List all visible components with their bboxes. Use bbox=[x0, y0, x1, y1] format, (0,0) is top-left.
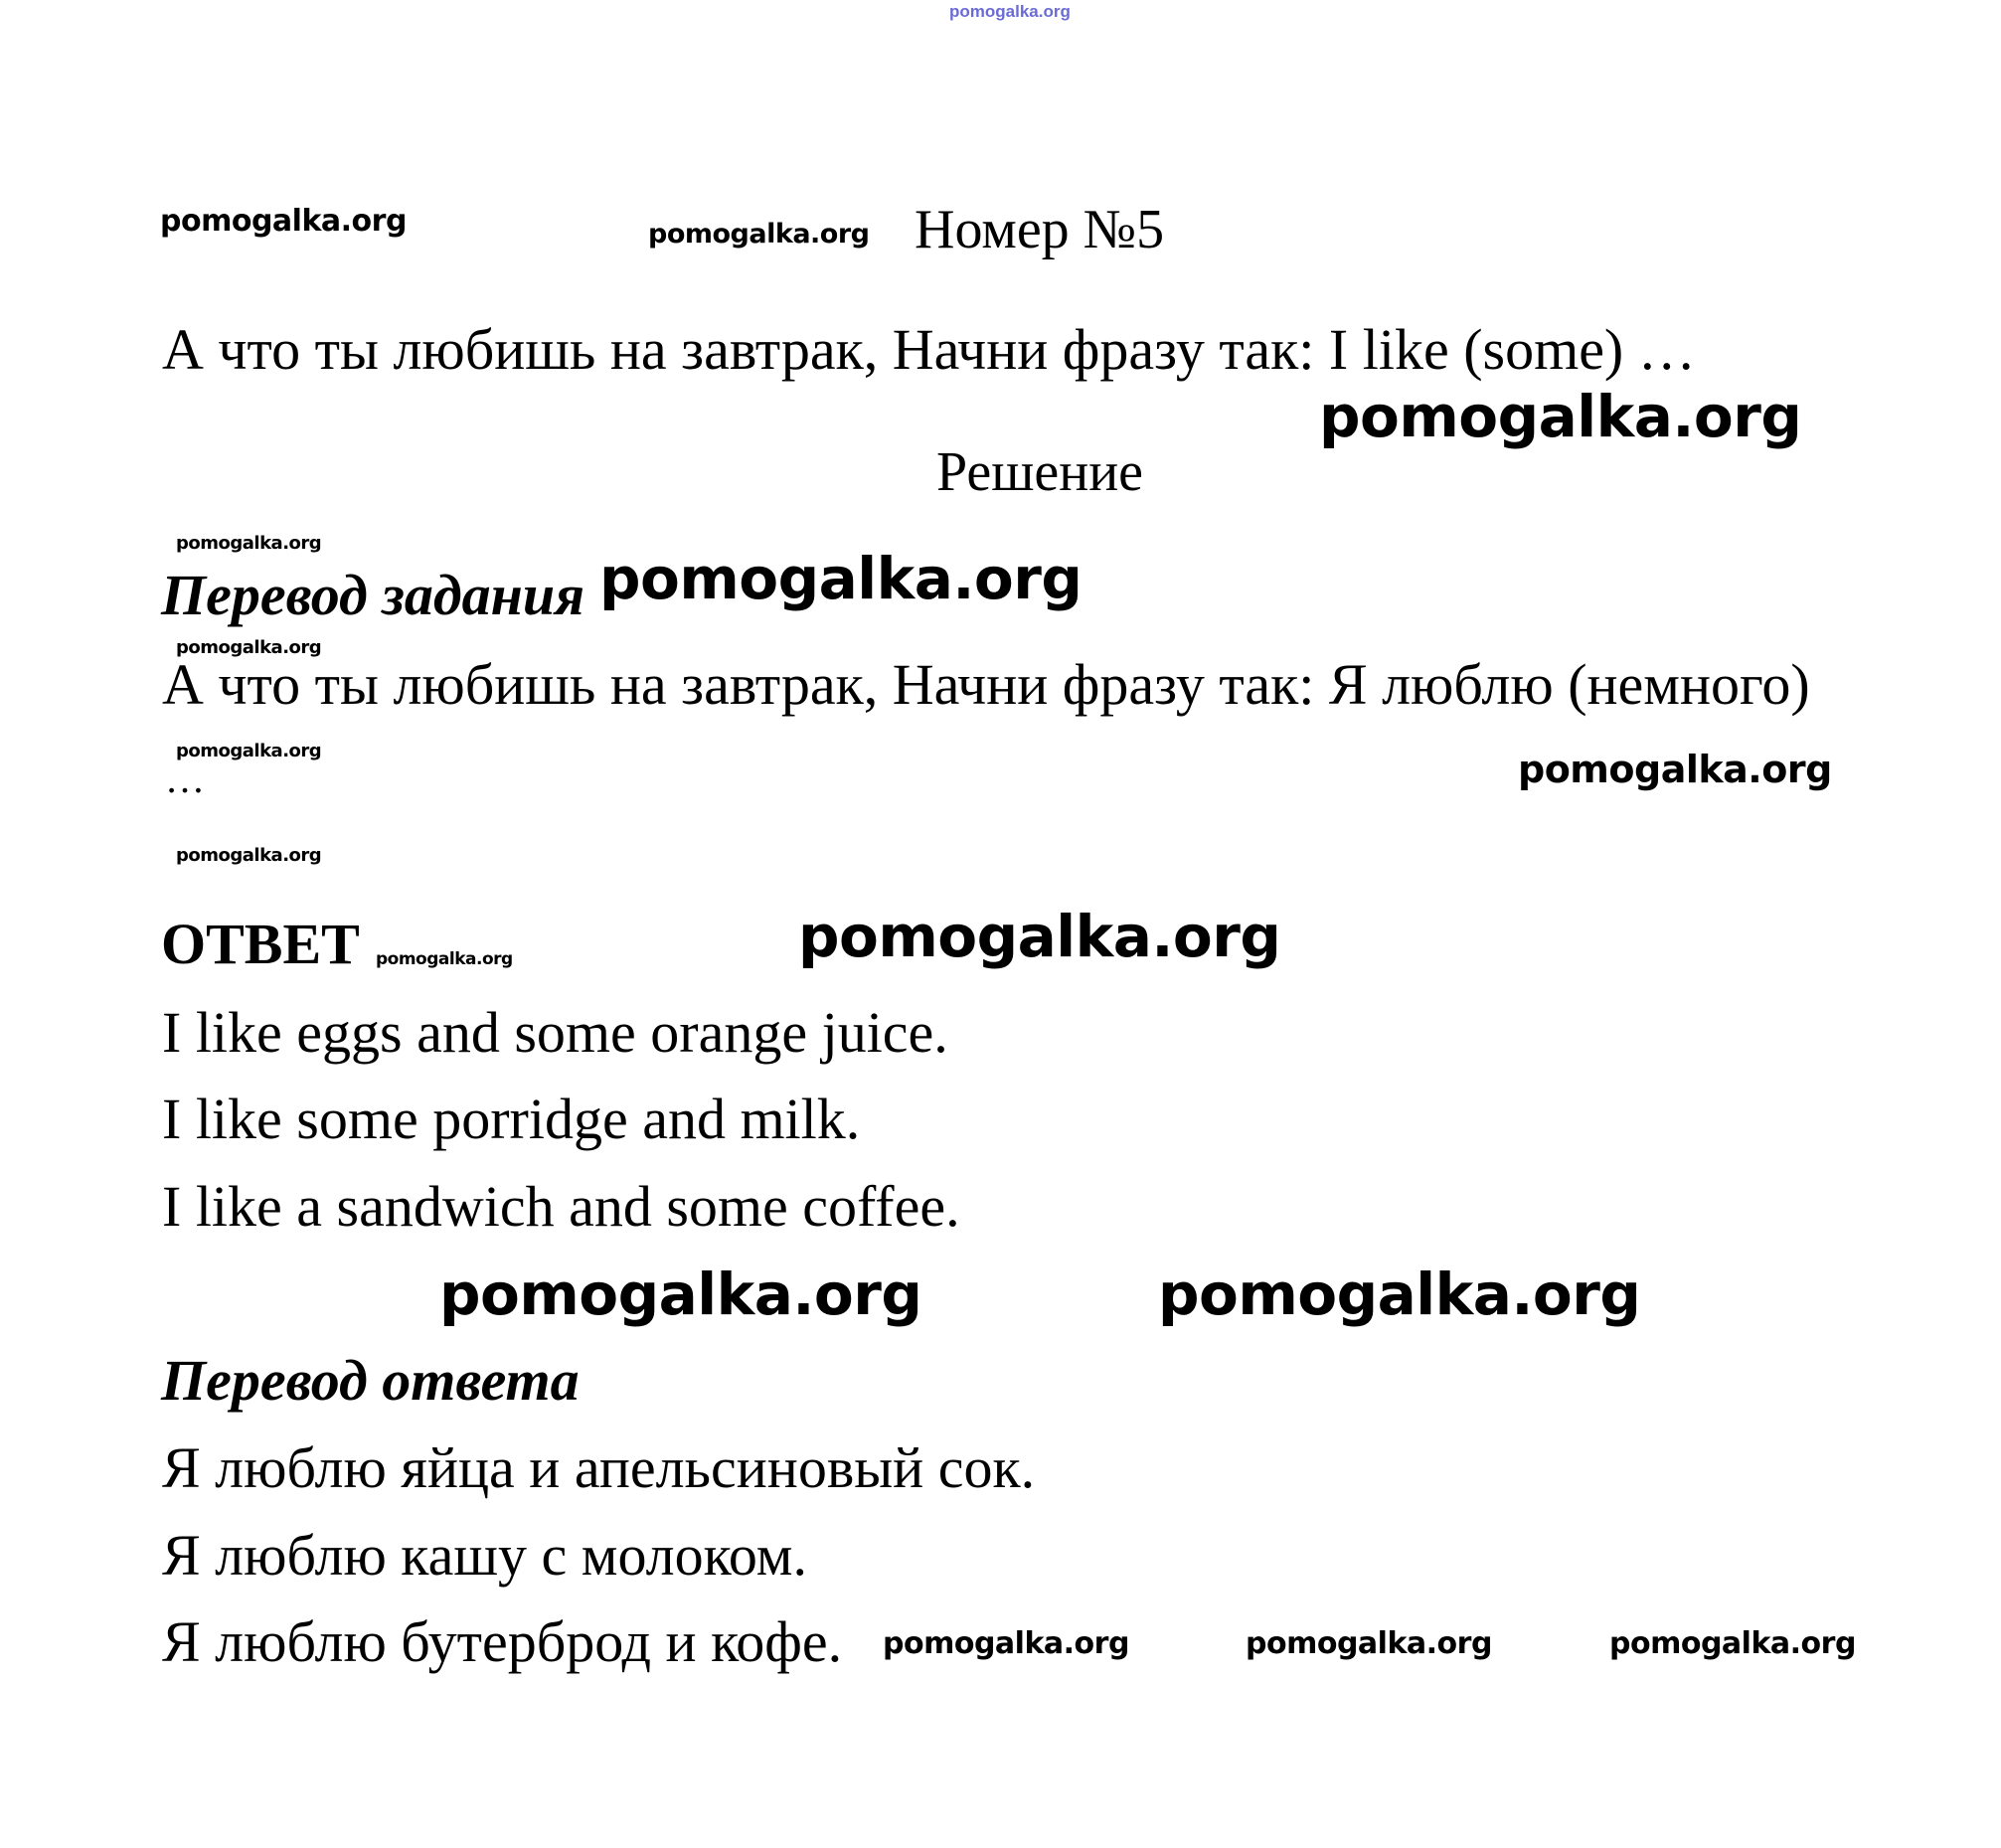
answer-translation-line: Я люблю бутерброд и кофе. bbox=[162, 1609, 843, 1674]
watermark-small: pomogalka.org bbox=[176, 741, 322, 761]
watermark-large-answer: pomogalka.org bbox=[798, 903, 1281, 970]
task-text: А что ты любишь на завтрак, Начни фразу так: I like (some) … bbox=[162, 317, 1696, 382]
watermark-large-left: pomogalka.org bbox=[439, 1260, 922, 1328]
watermark-bottom: pomogalka.org bbox=[1609, 1626, 1856, 1661]
task-translation-line1: А что ты любишь на завтрак, Начни фразу так: Я люблю (немного) bbox=[162, 652, 1810, 717]
watermark-bottom: pomogalka.org bbox=[883, 1626, 1129, 1661]
answer-line: I like a sandwich and some coffee. bbox=[162, 1174, 960, 1239]
answer-line: I like some porridge and milk. bbox=[162, 1087, 861, 1151]
answer-heading: ОТВЕТ bbox=[161, 912, 360, 976]
watermark-large-right: pomogalka.org bbox=[1319, 383, 1802, 450]
task-translation-heading: Перевод задания bbox=[161, 563, 584, 627]
watermark-small: pomogalka.org bbox=[176, 845, 322, 866]
watermark-large-mid: pomogalka.org bbox=[599, 545, 1083, 612]
watermark-header-left: pomogalka.org bbox=[160, 204, 407, 239]
watermark-top: pomogalka.org bbox=[949, 2, 1071, 21]
watermark-right: pomogalka.org bbox=[1518, 748, 1832, 791]
watermark-header-mid: pomogalka.org bbox=[648, 219, 870, 250]
watermark-bottom: pomogalka.org bbox=[1246, 1626, 1492, 1661]
page-title: Номер №5 bbox=[915, 199, 1165, 260]
watermark-large-right: pomogalka.org bbox=[1158, 1260, 1641, 1328]
solution-label: Решение bbox=[936, 441, 1144, 503]
answer-translation-line: Я люблю кашу с молоком. bbox=[162, 1523, 807, 1588]
watermark-small: pomogalka.org bbox=[376, 949, 513, 969]
task-translation-line2: … bbox=[165, 756, 209, 801]
answer-line: I like eggs and some orange juice. bbox=[162, 1000, 948, 1065]
watermark-small: pomogalka.org bbox=[176, 637, 322, 658]
answer-translation-heading: Перевод ответа bbox=[161, 1348, 580, 1413]
answer-translation-line: Я люблю яйца и апельсиновый сок. bbox=[162, 1435, 1036, 1500]
watermark-small: pomogalka.org bbox=[176, 533, 322, 554]
